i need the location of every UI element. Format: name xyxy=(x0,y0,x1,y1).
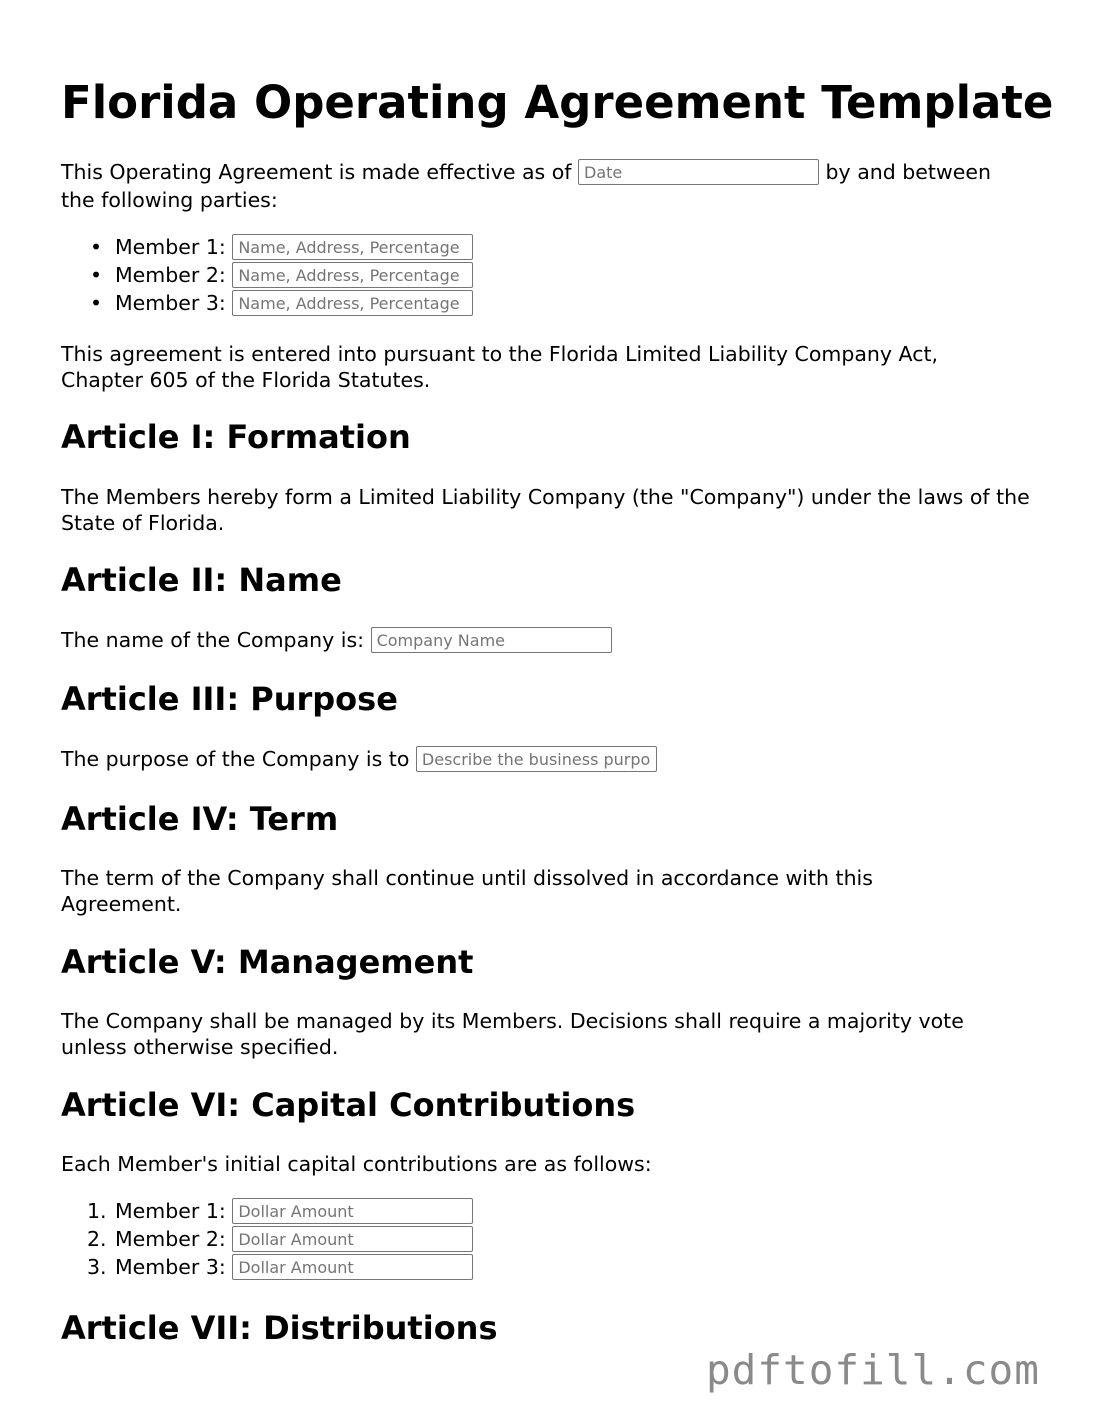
member-2-input[interactable] xyxy=(232,262,473,288)
article-3-heading: Article III: Purpose xyxy=(61,680,398,718)
purpose-line xyxy=(61,745,657,773)
contribution-label: Member 2: xyxy=(115,1227,226,1251)
list-number: 1. xyxy=(87,1199,107,1223)
intro-line-2: the following parties: xyxy=(61,188,278,212)
bullet-icon: • xyxy=(90,263,103,287)
contribution-label: Member 3: xyxy=(115,1255,226,1279)
list-number: 3. xyxy=(87,1255,107,1279)
contribution-2-input[interactable] xyxy=(232,1226,473,1252)
article-4-text: The term of the Company shall continue until dissolved in accordance with this Agreement. xyxy=(61,866,873,916)
article-4-heading: Article IV: Term xyxy=(61,800,339,838)
article-2-heading: Article II: Name xyxy=(61,561,342,599)
article-6-text: Each Member's initial capital contributions are as follows: xyxy=(61,1152,652,1176)
article-1-heading: Article I: Formation xyxy=(61,418,411,456)
member-label: Member 2: xyxy=(115,263,226,287)
contribution-3-input[interactable] xyxy=(232,1254,473,1280)
member-label: Member 3: xyxy=(115,291,226,315)
contribution-1-input[interactable] xyxy=(232,1198,473,1224)
intro-line xyxy=(61,158,991,186)
bullet-icon: • xyxy=(90,291,103,315)
business-purpose-input[interactable] xyxy=(416,746,657,772)
article-5-text: The Company shall be managed by its Members. Decisions shall require a majority vote unless otherwise specified. xyxy=(61,1009,964,1059)
article-1-text: The Members hereby form a Limited Liability Company (the "Company") under the laws of the State of Florida. xyxy=(61,485,1030,535)
contribution-label: Member 1: xyxy=(115,1199,226,1223)
effective-date-input[interactable] xyxy=(578,159,819,185)
member-1-input[interactable] xyxy=(232,234,473,260)
list-number: 2. xyxy=(87,1227,107,1251)
statute-paragraph: This agreement is entered into pursuant to the Florida Limited Liability Company Act, Chapter 605 of the Florida Statutes. xyxy=(61,342,939,392)
company-name-label: The name of the Company is: xyxy=(61,628,365,652)
company-name-line xyxy=(61,626,612,654)
intro-text-before: This Operating Agreement is made effective as of xyxy=(61,160,572,184)
member-3-input[interactable] xyxy=(232,290,473,316)
article-6-heading: Article VI: Capital Contributions xyxy=(61,1086,636,1124)
article-7-heading: Article VII: Distributions xyxy=(61,1309,498,1347)
intro-text-after: by and between xyxy=(825,160,991,184)
watermark: pdftofill.com xyxy=(706,1346,1040,1394)
page-title: Florida Operating Agreement Template xyxy=(61,76,1054,129)
purpose-label: The purpose of the Company is to xyxy=(61,747,410,771)
member-label: Member 1: xyxy=(115,235,226,259)
company-name-input[interactable] xyxy=(371,627,612,653)
article-5-heading: Article V: Management xyxy=(61,943,474,981)
bullet-icon: • xyxy=(90,235,103,259)
